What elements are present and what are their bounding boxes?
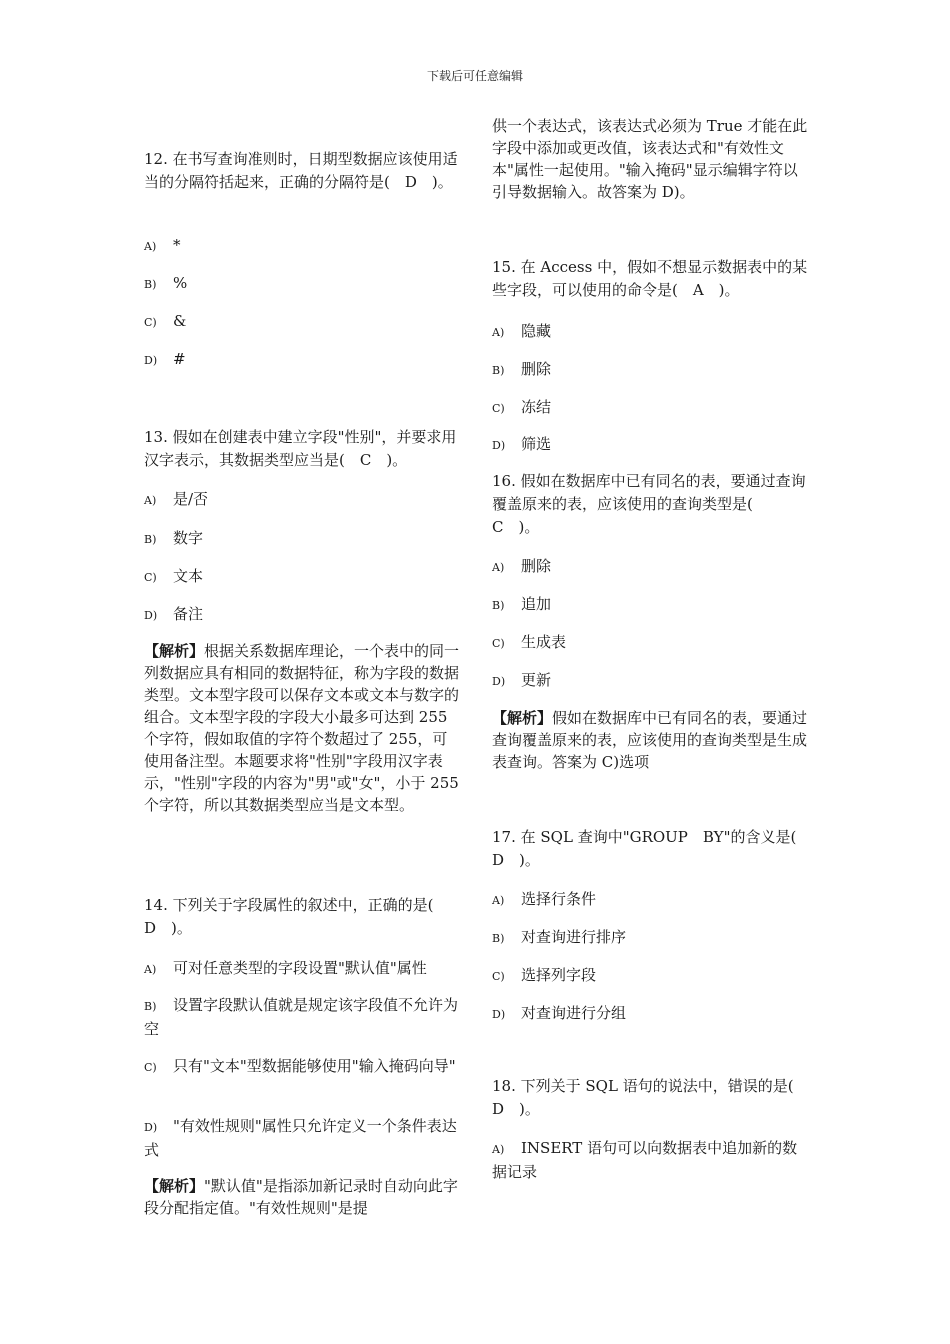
- option-letter: A): [492, 1143, 505, 1156]
- question-17: 17. 在 SQL 查询中"GROUP BY"的含义是( D )。: [492, 828, 812, 869]
- option-text: 备注: [173, 605, 204, 623]
- analysis-text: 根据关系数据库理论，一个表中的同一列数据应具有相同的数据特征，称为字段的数据类型。文本型字段可以保存文本或文本与数字的组合。文本型字段的字段大小最多可达到 255 个字符，假如取值的字符个数超过了 255，可使用备注型。本题要求将"性别"字段用汉字表示，"性别"字段的内容为"男"或"女"，小于 255 个字符，所以其数据类型应当是文本型。: [144, 642, 460, 814]
- analysis-text: "默认值"是指添加新记录时自动向此字段分配指定值。"有效性规则"是提: [144, 1177, 458, 1217]
- option-12b: [144, 272, 460, 296]
- option-17c: [492, 964, 810, 988]
- option-16c: [492, 631, 810, 655]
- option-text: 删除: [521, 557, 552, 575]
- option-text: #: [173, 350, 186, 368]
- option-letter: D): [144, 609, 158, 622]
- option-17d: [492, 1002, 810, 1026]
- option-letter: B): [492, 932, 505, 945]
- option-text: 追加: [521, 595, 552, 613]
- option-13a: [144, 488, 460, 512]
- question-15: 15. 在 Access 中，假如不想显示数据表中的某些字段，可以使用的命令是( A )。: [492, 258, 808, 299]
- option-14d: [144, 1115, 460, 1162]
- option-text: 隐藏: [521, 322, 552, 340]
- option-letter: C): [144, 571, 157, 584]
- option-text: %: [173, 274, 188, 292]
- option-text: 更新: [521, 671, 552, 689]
- option-13b: [144, 527, 460, 551]
- option-12d: [144, 348, 460, 372]
- option-letter: B): [492, 599, 505, 612]
- option-letter: A): [144, 494, 157, 507]
- option-18a: [492, 1137, 810, 1184]
- option-16d: [492, 669, 810, 693]
- option-letter: B): [492, 364, 505, 377]
- option-letter: A): [492, 326, 505, 339]
- option-text: INSERT 语句可以向数据表中追加新的数据记录: [492, 1139, 798, 1181]
- option-text: 文本: [173, 567, 204, 585]
- analysis-14: [144, 1175, 460, 1219]
- option-text: 选择列字段: [521, 966, 597, 984]
- option-text: 可对任意类型的字段设置"默认值"属性: [173, 959, 427, 977]
- analysis-tag: 【解析】: [144, 1177, 205, 1195]
- option-text: 数字: [173, 529, 204, 547]
- option-text: 是/否: [173, 490, 209, 508]
- page-header: 下载后可任意编辑: [426, 69, 523, 83]
- option-letter: C): [492, 970, 505, 983]
- option-text: &: [173, 312, 187, 330]
- analysis-text: 假如在数据库中已有同名的表，要通过查询覆盖原来的表，应该使用的查询类型是生成表查询。答案为 C)选项: [492, 709, 808, 771]
- option-letter: A): [492, 894, 505, 907]
- option-14a: [144, 957, 460, 981]
- question-16: 16. 假如在数据库中已有同名的表，要通过查询覆盖原来的表，应该使用的查询类型是( C )。: [492, 472, 806, 536]
- option-text: 对查询进行排序: [521, 928, 627, 946]
- option-13c: [144, 565, 460, 589]
- option-text: 筛选: [521, 435, 552, 453]
- option-text: 选择行条件: [521, 890, 597, 908]
- option-letter: C): [492, 637, 505, 650]
- option-15d: [492, 433, 810, 457]
- option-14b: [144, 994, 460, 1041]
- option-16a: [492, 555, 810, 579]
- option-text: "有效性规则"属性只允许定义一个条件表达式: [144, 1117, 457, 1159]
- option-14c: [144, 1055, 460, 1079]
- option-text: 只有"文本"型数据能够使用"输入掩码向导": [173, 1057, 456, 1075]
- option-17a: [492, 888, 810, 912]
- analysis-13: [144, 640, 460, 816]
- option-13d: [144, 603, 460, 627]
- option-letter: B): [144, 1000, 157, 1013]
- option-letter: D): [492, 675, 506, 688]
- option-text: 对查询进行分组: [521, 1004, 627, 1022]
- analysis-tag: 【解析】: [144, 642, 205, 660]
- option-16b: [492, 593, 810, 617]
- option-15a: [492, 320, 810, 344]
- option-letter: A): [144, 240, 157, 253]
- question-12: 12. 在书写查询准则时，日期型数据应该使用适当的分隔符括起来，正确的分隔符是( D )。: [144, 150, 458, 191]
- option-letter: D): [144, 1121, 158, 1134]
- option-text: *: [173, 236, 181, 254]
- option-15c: [492, 396, 810, 420]
- analysis-tag: 【解析】: [492, 709, 553, 727]
- analysis-14-continued: 供一个表达式，该表达式必须为 True 才能在此字段中添加或更改值，该表达式和"有效性文本"属性一起使用。"输入掩码"显示编辑字符以引导数据输入。故答案为 D)。: [492, 117, 808, 201]
- question-18: 18. 下列关于 SQL 语句的说法中，错误的是( D )。: [492, 1077, 809, 1118]
- option-letter: D): [492, 1008, 506, 1021]
- option-12a: [144, 234, 460, 258]
- analysis-16: [492, 707, 810, 773]
- option-letter: B): [144, 533, 157, 546]
- option-letter: D): [144, 354, 158, 367]
- option-letter: A): [492, 561, 505, 574]
- option-letter: B): [144, 278, 157, 291]
- option-15b: [492, 358, 810, 382]
- option-letter: A): [144, 963, 157, 976]
- option-letter: C): [492, 402, 505, 415]
- option-text: 删除: [521, 360, 552, 378]
- option-12c: [144, 310, 460, 334]
- option-letter: D): [492, 439, 506, 452]
- option-text: 冻结: [521, 398, 552, 416]
- option-17b: [492, 926, 810, 950]
- option-text: 生成表: [521, 633, 567, 651]
- question-13: 13. 假如在创建表中建立字段"性别"，并要求用汉字表示，其数据类型应当是( C )。: [144, 428, 457, 469]
- option-letter: C): [144, 1061, 157, 1074]
- option-letter: C): [144, 316, 157, 329]
- question-14: 14. 下列关于字段属性的叙述中，正确的是( D )。: [144, 896, 449, 937]
- option-text: 设置字段默认值就是规定该字段值不允许为空: [144, 996, 459, 1038]
